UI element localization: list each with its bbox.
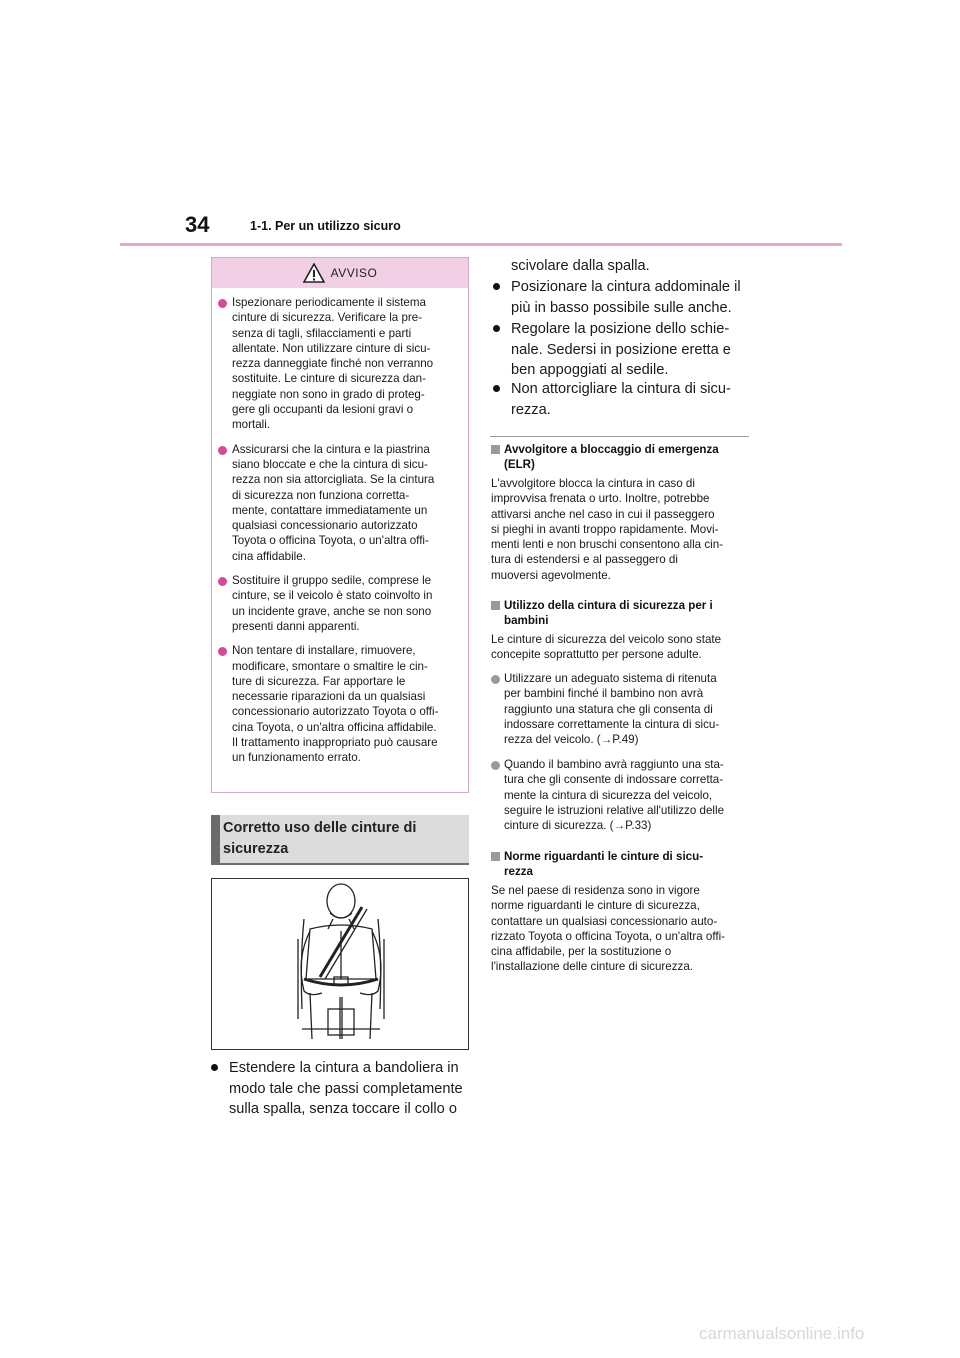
text-line: rezza danneggiate finché non verranno bbox=[232, 357, 434, 371]
text-line: l'installazione delle cinture di sicurezza. bbox=[491, 960, 693, 974]
warning-header bbox=[212, 258, 468, 288]
section-title: 1-1. Per un utilizzo sicuro bbox=[250, 219, 401, 233]
seatbelt-illustration bbox=[211, 878, 469, 1050]
text-line: qualsiasi concessionario autorizzato bbox=[232, 519, 418, 533]
text-line: rezza bbox=[504, 865, 534, 878]
bullet-dot bbox=[218, 446, 227, 455]
text-line: mente la cintura di sicurezza del veicolo, bbox=[504, 788, 713, 802]
rules-heading bbox=[491, 849, 751, 881]
bullet-dot bbox=[491, 675, 500, 684]
text-line: per bambini finché il bambino non avrà bbox=[504, 687, 704, 701]
text-line: Utilizzare un adeguato sistema di ritenuta bbox=[504, 672, 717, 685]
text-line: Non tentare di installare, rimuovere, bbox=[232, 644, 416, 658]
text-line: norme riguardanti le cinture di sicurezza, bbox=[491, 899, 700, 913]
text-line: mortali. bbox=[232, 418, 271, 432]
text-line: senza di tagli, sfilacciamenti e parti bbox=[232, 326, 412, 340]
bullet-text bbox=[504, 757, 724, 833]
bullet-continuation: scivolare dalla spalla. bbox=[511, 258, 650, 274]
section-heading-text bbox=[223, 818, 463, 860]
elr-paragraph bbox=[491, 476, 723, 583]
text-line: Utilizzo della cintura di sicurezza per i bbox=[504, 599, 713, 612]
text-line: più in basso possibile sulle anche. bbox=[511, 299, 732, 316]
text-line: sostituite. Le cinture di sicurezza dan- bbox=[232, 372, 426, 386]
bullet-dot bbox=[218, 299, 227, 308]
heading-line: sicurezza bbox=[223, 841, 289, 857]
warning-triangle-icon bbox=[303, 263, 325, 283]
text-line: un funzionamento errato. bbox=[232, 751, 361, 765]
seated-person-figure bbox=[212, 879, 468, 1049]
text-line: di sicurezza non funziona corretta- bbox=[232, 488, 410, 502]
bullet-dot bbox=[218, 577, 227, 586]
text-line: cina affidabile, per la sostituzione o bbox=[491, 945, 672, 959]
bullet-item bbox=[493, 319, 753, 381]
text-line: rezza del veicolo. (→P.49) bbox=[504, 733, 639, 747]
section-heading bbox=[211, 815, 469, 865]
bullet-item bbox=[211, 1058, 471, 1122]
page-number: 34 bbox=[185, 212, 210, 237]
children-heading-text bbox=[504, 598, 713, 628]
text-line: Sostituire il gruppo sedile, comprese le bbox=[232, 574, 432, 588]
text-line: cinture, se il veicolo è stato coinvolto in bbox=[232, 589, 433, 603]
text-line: rezza. bbox=[511, 401, 551, 418]
text-line: (ELR) bbox=[504, 458, 535, 471]
bullet-dot bbox=[211, 1064, 218, 1071]
text-line: rizzato Toyota o officina Toyota, o un'altra offi- bbox=[491, 929, 726, 943]
text-line: cina Toyota, o un'altra officina affidabile. bbox=[232, 720, 437, 734]
text-line: Ispezionare periodicamente il sistema bbox=[232, 296, 426, 309]
text-line: Il trattamento inappropriato può causare bbox=[232, 736, 438, 750]
text-line: Toyota o officina Toyota, o un'altra offi- bbox=[232, 534, 429, 548]
warning-item bbox=[218, 295, 462, 433]
children-paragraph bbox=[491, 632, 721, 663]
heading-accent-bar bbox=[211, 815, 220, 863]
text-line: presenti danni apparenti. bbox=[232, 619, 360, 633]
text-line: gere gli occupanti da lesioni gravi o bbox=[232, 403, 414, 417]
watermark: carmanualsonline.info bbox=[699, 1324, 865, 1343]
warning-item bbox=[218, 643, 462, 765]
text-line: Regolare la posizione dello schie- bbox=[511, 321, 730, 337]
elr-heading-text bbox=[504, 442, 719, 472]
rules-heading-text bbox=[504, 849, 703, 879]
text-line: siano bloccate e che la cintura di sicu- bbox=[232, 457, 428, 471]
bullet-text bbox=[229, 1058, 463, 1120]
bullet-dot bbox=[493, 385, 500, 392]
rules-paragraph bbox=[491, 883, 725, 975]
text-line: Posizionare la cintura addominale il bbox=[511, 279, 741, 295]
text-line: raggiunto una statura che gli consenta di bbox=[504, 702, 713, 716]
text-line: un incidente grave, anche se non sono bbox=[232, 604, 432, 618]
text-line: bambini bbox=[504, 614, 549, 627]
text-line: sulla spalla, senza toccare il collo o bbox=[229, 1101, 457, 1117]
text-line: muoversi agevolmente. bbox=[491, 568, 611, 582]
bullet-dot bbox=[491, 761, 500, 770]
text-line: modo tale che passi completamente bbox=[229, 1080, 463, 1097]
text-line: cinture di sicurezza. Verificare la pre- bbox=[232, 311, 423, 325]
text-line: Non attorcigliare la cintura di sicu- bbox=[511, 381, 731, 397]
right-column-divider bbox=[490, 436, 749, 437]
text-line: Se nel paese di residenza sono in vigore bbox=[491, 884, 700, 897]
text-line: seguire le istruzioni relative all'utilizzo delle bbox=[504, 803, 725, 817]
warning-item bbox=[218, 442, 462, 564]
warning-box bbox=[211, 257, 469, 793]
text-line: Norme riguardanti le cinture di sicu- bbox=[504, 850, 704, 863]
warning-list bbox=[212, 288, 468, 766]
text-line: ben appoggiati al sedile. bbox=[511, 362, 669, 378]
bullet-dot bbox=[218, 647, 227, 656]
warning-item bbox=[218, 573, 462, 634]
text-line: cinture di sicurezza. (→P.33) bbox=[504, 819, 652, 833]
text-line: menti lenti e non bruschi consentono alla cin- bbox=[491, 538, 724, 552]
square-marker-icon bbox=[491, 445, 500, 454]
text-line: contattare un qualsiasi concessionario auto- bbox=[491, 914, 718, 928]
text-line: improvvisa frenata o urto. Inoltre, potrebbe bbox=[491, 492, 710, 506]
text-line: attivarsi anche nel caso in cui il passeggero bbox=[491, 507, 715, 521]
text-line: Quando il bambino avrà raggiunto una sta- bbox=[504, 758, 724, 771]
text-line: concessionario autorizzato Toyota o offi- bbox=[232, 705, 439, 719]
text-line: Avvolgitore a bloccaggio di emergenza bbox=[504, 443, 719, 456]
warning-title: AVVISO bbox=[330, 266, 378, 280]
text-line: ture di sicurezza. Far apportare le bbox=[232, 674, 406, 688]
text-line: mente, contattare immediatamente un bbox=[232, 503, 428, 517]
bullet-item bbox=[493, 277, 753, 319]
text-line: nale. Sedersi in posizione eretta e bbox=[511, 341, 731, 358]
square-marker-icon bbox=[491, 601, 500, 610]
heading-line: Corretto uso delle cinture di bbox=[223, 820, 417, 836]
text-line: tura di estendersi e al passeggero di bbox=[491, 553, 678, 567]
bullet-text bbox=[511, 379, 731, 420]
text-line: Le cinture di sicurezza del veicolo sono state bbox=[491, 633, 722, 646]
text-line: cina affidabile. bbox=[232, 549, 306, 563]
bullet-dot bbox=[493, 283, 500, 290]
bullet-text bbox=[511, 319, 731, 381]
bullet-item bbox=[493, 379, 753, 421]
bullet-dot bbox=[493, 325, 500, 332]
bullet-text bbox=[511, 277, 741, 318]
text-line: Estendere la cintura a bandoliera in bbox=[229, 1060, 459, 1076]
children-heading bbox=[491, 598, 751, 630]
elr-heading bbox=[491, 442, 751, 474]
square-marker-icon bbox=[491, 852, 500, 861]
text-line: concepite soprattutto per persone adulte. bbox=[491, 648, 702, 662]
text-line: L'avvolgitore blocca la cintura in caso di bbox=[491, 477, 695, 490]
text-line: allentate. Non utilizzare cinture di sicu- bbox=[232, 341, 431, 355]
text-line: necessarie riparazioni da un qualsiasi bbox=[232, 690, 426, 704]
header-divider bbox=[120, 243, 842, 246]
text-line: Assicurarsi che la cintura e la piastrina bbox=[232, 442, 430, 456]
text-line: indossare correttamente la cintura di sicu- bbox=[504, 717, 720, 731]
text-line: neggiate non sono in grado di proteg- bbox=[232, 387, 425, 401]
text-line: tura che gli consente di indossare corretta- bbox=[504, 773, 724, 787]
bullet-text bbox=[504, 671, 719, 747]
text-line: si pieghi in avanti troppo rapidamente. Movi- bbox=[491, 522, 719, 536]
text-line: modificare, smontare o smaltire le cin- bbox=[232, 659, 428, 673]
text-line: rezza non sia attorcigliata. Se la cintura bbox=[232, 473, 435, 487]
